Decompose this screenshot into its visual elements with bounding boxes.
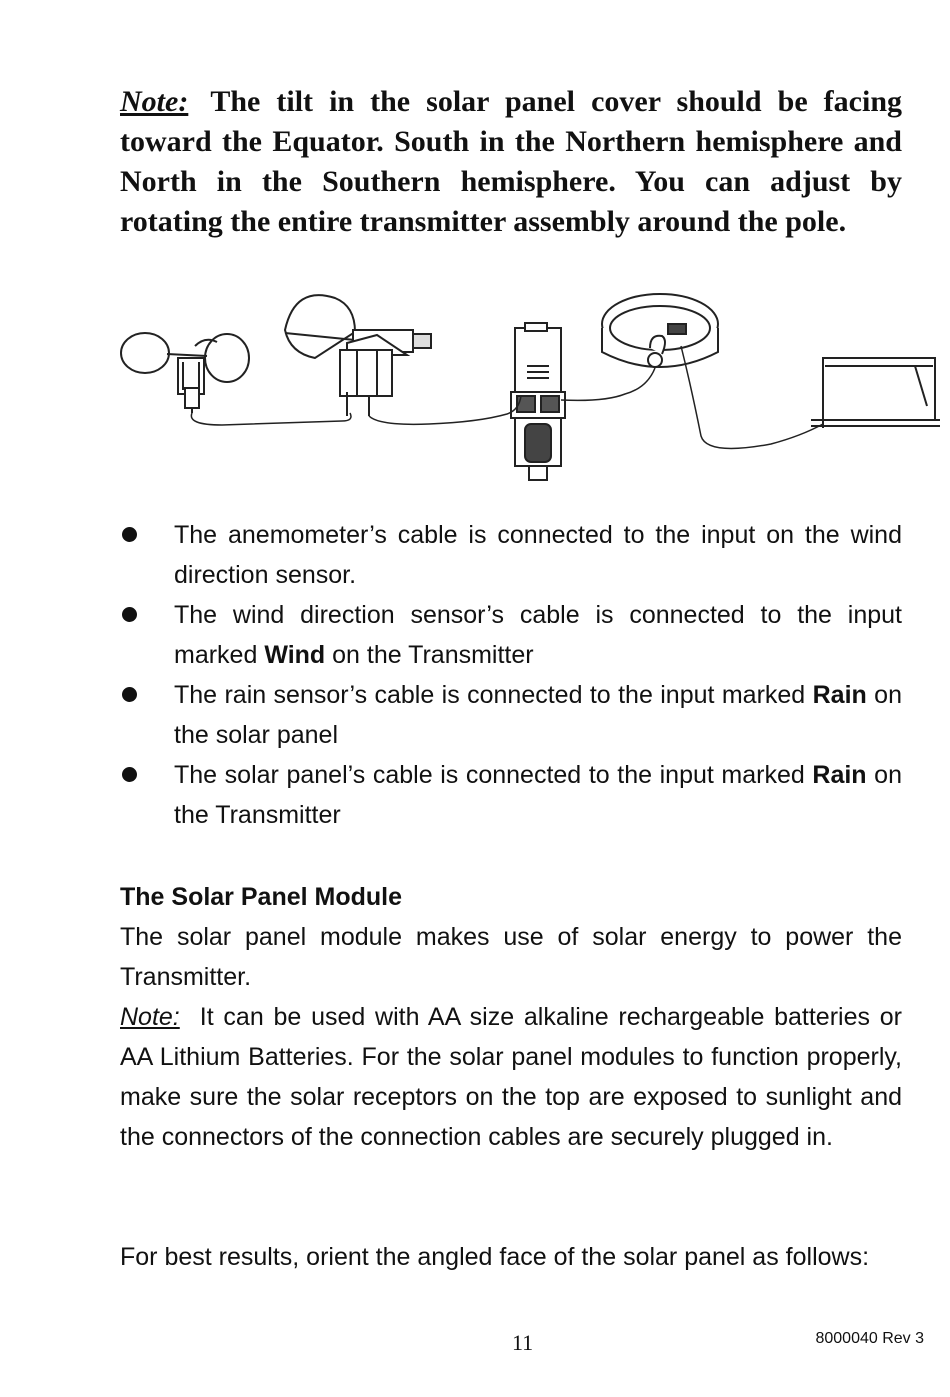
solar-panel-rain-gauge-illustration [602,294,718,367]
cable-solar [561,368,655,400]
section-note [120,997,902,1157]
note-text: The tilt in the solar panel cover should be facing toward the Equator. South in the Northern hemisphere and North in the Southern hemisphere. You can adjust by rotating the entire transmitter assembly around the pole. [120,85,902,238]
list-item: The wind direction sensor’s cable is connected to the input marked Wind on the Transmitter [120,595,902,675]
input-label-rain: Rain [812,681,867,709]
bullet-icon [122,687,137,702]
input-label-rain: Rain [812,761,867,789]
bullet-text: The anemometer’s cable is connected to the input on the wind direction sensor. [174,521,902,589]
list-item: The solar panel’s cable is connected to the input marked Rain on the Transmitter [120,755,902,835]
bullet-icon [122,527,137,542]
wind-direction-sensor-illustration [285,295,431,416]
sensor-connection-diagram [115,288,940,488]
note-label: Note: [120,85,189,118]
anemometer-illustration [121,333,249,413]
cable-anemometer [191,413,351,425]
page-number: 11 [512,1330,534,1355]
top-note [120,82,902,242]
cable-wind [369,396,521,424]
list-item [120,515,902,595]
connection-list [120,515,902,835]
section-heading: The Solar Panel Module [120,883,402,911]
bullet-icon [122,607,137,622]
section-intro: The solar panel module makes use of solar energy to power the Transmitter. [120,923,902,991]
best-results-text: For best results, orient the angled face of the solar panel as follows: [120,1243,870,1271]
list-item: The rain sensor’s cable is connected to the input marked Rain on the solar panel [120,675,902,755]
bullet-icon [122,767,137,782]
note-label: Note: [120,1003,180,1031]
note-text: It can be used with AA size alkaline rechargeable batteries or AA Lithium Batteries. For the solar panel modules to function properly, make sure the solar receptors on the top are exposed to sunlight and the connectors of the connection cables are securely plugged in. [120,1003,902,1151]
cable-rain [681,346,823,449]
input-label-wind: Wind [264,641,326,669]
document-revision: 8000040 Rev 3 [815,1330,924,1347]
display-console-illustration [811,358,940,428]
